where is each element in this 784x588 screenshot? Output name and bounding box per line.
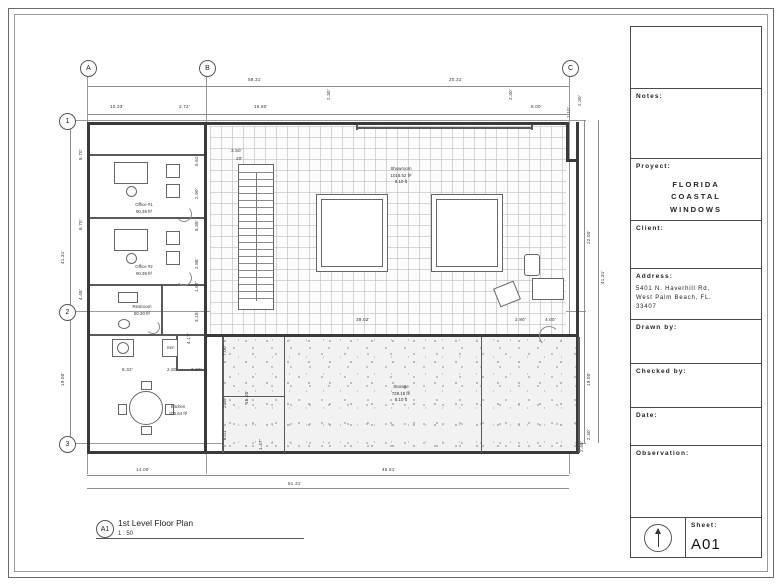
checked-by-label: Checked by: (636, 368, 687, 376)
room-area: 90.39 ft² (135, 270, 153, 276)
stair-run (238, 164, 274, 310)
address-line-3: 33407 (636, 303, 657, 310)
dimline-right-inner (584, 120, 585, 443)
project-label: Proyect: (636, 162, 671, 170)
plan-title-block (96, 518, 316, 537)
room-height: 8.10 ft (394, 179, 408, 185)
north-arrow-icon (644, 524, 672, 552)
dimline-bottom-2 (207, 475, 569, 476)
dim-top-inner-7: 2.30' (577, 95, 582, 106)
grid-bubble-a[interactable]: A (80, 60, 97, 77)
title-block-project (631, 159, 761, 221)
room-area: 1018.52 ft² (390, 172, 412, 178)
wall-east-offset (566, 122, 569, 162)
dimline-right-outer (598, 120, 599, 443)
sheet-number: A01 (691, 536, 721, 554)
dim-left-inner-2: 8.70' (78, 219, 83, 230)
office1-desk (114, 162, 148, 184)
title-block-logo-cell (631, 27, 761, 89)
wall-storage-east (578, 337, 580, 453)
dim-left-outer-2: 19.00' (60, 372, 65, 386)
dim-top-inner-2: 2.72' (179, 104, 190, 109)
dim-left-inner-4: 4.17' (186, 333, 191, 344)
dim-top-inner-5: 2.30' (508, 89, 513, 100)
dim-bottom-4: 2.40' (579, 441, 584, 452)
dim-right-4: 2.40' (586, 429, 591, 440)
room-label-office-1 (114, 202, 174, 215)
dim-top-inner-1: 10.33' (110, 104, 124, 109)
dim-right-2: 41.31' (600, 270, 605, 284)
room-label-storage (366, 384, 436, 404)
dim-interior-11: 4.00' (545, 317, 556, 322)
plan-title-bubble[interactable]: A1 (96, 520, 114, 538)
room-name: Storage (393, 384, 409, 389)
storage-joint-3 (222, 396, 284, 397)
plan-title-rule (96, 538, 304, 539)
dim-interior-3: 5.62' (194, 155, 199, 166)
address-line-2: West Palm Beach, FL. (636, 294, 712, 301)
dim-interior-9: 39.02' (356, 317, 370, 322)
dim-top-outer-1: 59.31' (248, 77, 262, 82)
grid-bubble-3[interactable]: 3 (59, 436, 76, 453)
notes-label: Notes: (636, 92, 663, 100)
label-refrigerator: REF. (166, 346, 176, 350)
dim-interior-14: 2.60' (191, 367, 202, 372)
dim-interior-4: 2.90' (194, 188, 199, 199)
dimline-left-outer (70, 120, 71, 443)
dim-right-3: 19.00' (586, 372, 591, 386)
grid-bubble-2[interactable]: 2 (59, 304, 76, 321)
dim-interior-1: 3.50' (231, 148, 242, 153)
office2-chair (126, 253, 137, 264)
room-area: 105.64 ft² (168, 410, 188, 416)
title-block-address (631, 269, 761, 321)
project-line-2: COASTAL (671, 192, 721, 202)
title-block (630, 26, 762, 558)
dim-interior-15: 7.00' (222, 345, 227, 356)
dim-left-inner-3: 4.48' (78, 289, 83, 300)
drawn-by-label: Drawn by: (636, 324, 678, 332)
door-storage (539, 326, 559, 346)
kitchen-burner (117, 342, 129, 354)
dim-bottom-2: 45.51' (382, 467, 396, 472)
room-name: Showroom (390, 166, 412, 171)
title-block-sheet (686, 518, 761, 557)
room-name: Kitchen (170, 404, 186, 409)
wall-north (87, 122, 569, 125)
gridline-1 (66, 120, 586, 121)
dim-left-inner-1: 8.70' (78, 149, 83, 160)
dim-interior-10: 2.90' (515, 317, 526, 322)
storefront-north-glazing (356, 127, 532, 129)
title-block-notes (631, 89, 761, 159)
dim-top-outer-2: 20.31' (449, 77, 463, 82)
display-platform-2-inner (436, 199, 498, 267)
door-office1 (176, 206, 192, 222)
observation-label: Observation: (636, 450, 690, 458)
dim-right-1: 22.00' (586, 230, 591, 244)
dim-interior-6: 2.88' (194, 258, 199, 269)
dimline-top-inner (87, 114, 569, 115)
title-block-drawn-by (631, 320, 761, 364)
title-block-footer (631, 518, 761, 557)
room-label-office-2 (114, 264, 174, 277)
dim-top-inner-8: 1.10' (566, 107, 571, 118)
dim-top-inner-3: 16.80' (254, 104, 268, 109)
dim-bottom-3: 61.31' (288, 481, 302, 486)
grid-bubble-c[interactable]: C (562, 60, 579, 77)
floor-plan-drawing (26, 26, 626, 558)
door-office2 (176, 270, 192, 286)
office2-guest-chair-1 (166, 231, 180, 245)
dim-interior-17: 16.00' (244, 390, 249, 404)
date-label: Date: (636, 412, 658, 420)
office1-guest-chair-2 (166, 184, 180, 198)
wall-storage-north (207, 334, 578, 337)
room-area: 50.20 ft² (133, 310, 151, 316)
grid-bubble-1[interactable]: 1 (59, 113, 76, 130)
title-block-observation (631, 446, 761, 518)
dim-left-outer-1: 41.31' (60, 250, 65, 264)
dim-interior-18: 6.01' (222, 429, 227, 440)
dimline-top-outer-1 (87, 86, 447, 87)
room-label-kitchen (148, 404, 208, 417)
room-name: Office #2 (135, 264, 153, 269)
plan-title-scale: 1 : 50 (118, 531, 134, 537)
wall-office1-north (90, 154, 204, 156)
dim-interior-13: 2.60' (167, 367, 178, 372)
dim-top-inner-6: 8.00' (531, 104, 542, 109)
door-restroom (146, 320, 160, 334)
room-area: 728.15 ft² (391, 390, 411, 396)
office1-guest-chair-1 (166, 164, 180, 178)
dim-interior-5: 8.38' (194, 220, 199, 231)
wall-south (87, 451, 579, 454)
showroom-chair-1 (524, 254, 540, 276)
office1-chair (126, 186, 137, 197)
dim-interior-8: 3.18' (194, 311, 199, 322)
wall-east-jog (566, 159, 579, 162)
storefront-mullion-right (531, 125, 533, 130)
office2-desk (114, 229, 148, 251)
dim-top-inner-4: 2.30' (326, 89, 331, 100)
restroom-sink (118, 319, 130, 329)
kitchen-seat-w (118, 404, 127, 415)
dimline-top-outer-2 (447, 86, 569, 87)
dim-bottom-1: 14.00' (136, 467, 150, 472)
room-height: 8.10 ft (394, 397, 408, 403)
dimline-bottom-3 (87, 488, 569, 489)
dim-interior-16: 2.39' (222, 397, 227, 408)
storefront-mullion-left (356, 125, 358, 130)
room-name: Office #1 (135, 202, 153, 207)
grid-bubble-b[interactable]: B (199, 60, 216, 77)
dimline-bottom-1 (87, 475, 207, 476)
title-block-date (631, 408, 761, 446)
kitchen-seat-n (141, 381, 152, 390)
wall-west (87, 122, 90, 454)
title-block-checked-by (631, 364, 761, 408)
address-label: Address: (636, 272, 673, 280)
room-area: 90.39 ft² (135, 208, 153, 214)
room-label-showroom (366, 166, 436, 186)
room-label-restroom (112, 304, 172, 317)
restroom-toilet (118, 292, 138, 303)
display-platform-1-inner (321, 199, 383, 267)
project-line-3: WINDOWS (670, 205, 722, 215)
north-arrow-container (631, 518, 686, 557)
dim-interior-12: 8.33' (122, 367, 133, 372)
title-block-client (631, 221, 761, 269)
dim-interior-2: 20' (236, 156, 243, 161)
stair-direction-arrow (256, 173, 257, 301)
office2-guest-chair-2 (166, 251, 180, 265)
storage-joint-1 (284, 337, 285, 453)
sheet-label: Sheet: (691, 522, 718, 530)
storage-joint-2 (481, 337, 482, 453)
showroom-table (532, 278, 564, 300)
dim-interior-7: 1.67' (194, 281, 199, 292)
dim-interior-19: 1.47' (258, 439, 263, 450)
kitchen-seat-s (141, 426, 152, 435)
plan-title-name: 1st Level Floor Plan (118, 518, 194, 528)
project-value (636, 179, 756, 217)
address-value (636, 285, 756, 312)
room-name: Restroom (132, 304, 152, 309)
project-line-1: FLORIDA (672, 179, 720, 189)
address-line-1: 5401 N. Haverhill Rd, (636, 285, 710, 292)
client-label: Client: (636, 224, 664, 232)
